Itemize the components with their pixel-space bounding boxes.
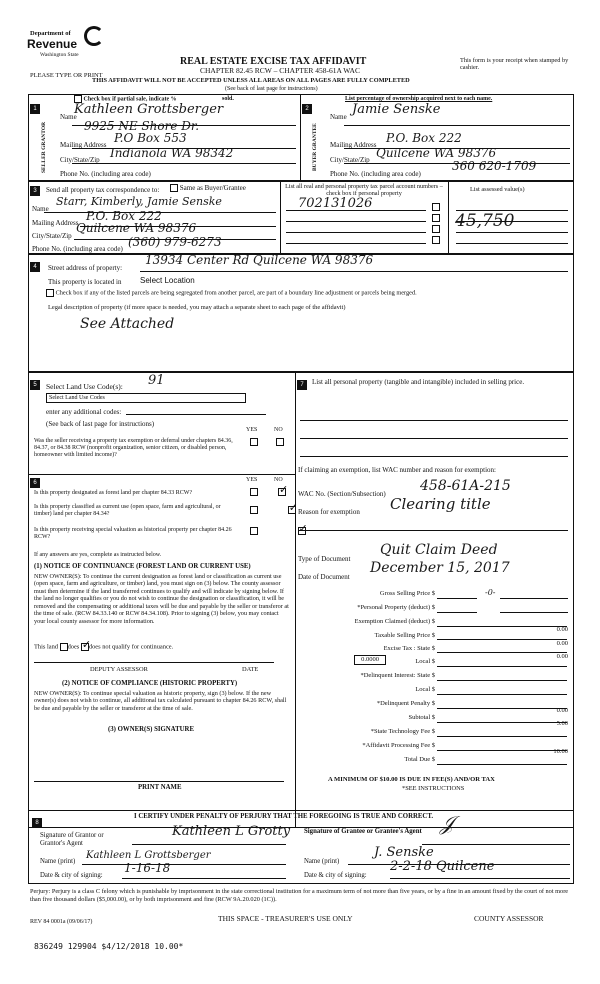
minimum-note: A MINIMUM OF $10.00 IS DUE IN FEE(S) AND/OR TAX	[328, 776, 495, 783]
treasurer-use: THIS SPACE - TREASURER'S USE ONLY	[218, 914, 353, 923]
seller-mailing: P.O Box 553	[114, 131, 187, 145]
buyer-city: Quilcene WA 98376	[376, 146, 497, 160]
local-label: Local $	[415, 658, 435, 665]
seller-phone-label: Phone No. (including area code)	[60, 170, 151, 178]
section-1-badge: 1	[30, 104, 40, 114]
exemption-question: Was the seller receiving a property tax exemption or deferral under chapters 84.36, 84.37, or 84.38 RCW (nonprofit organization, senior citizen, or disabled person, homeowner with limited income)?	[34, 438, 233, 458]
forest-q3-yes[interactable]	[250, 527, 258, 535]
seller-city: Indianola WA 98342	[110, 146, 234, 160]
grantor-date-label: Date & city of signing:	[40, 872, 103, 879]
grantor-name: Kathleen L Grottsberger	[86, 850, 211, 861]
excise-label: Excise Tax : State $	[383, 645, 435, 652]
reason-value: Clearing title	[390, 495, 491, 513]
sold-label: sold.	[222, 96, 234, 102]
land-use-label: Select Land Use Code(s):	[46, 382, 123, 391]
notice1-title: (1) NOTICE OF CONTINUANCE (FOREST LAND OR CURRENT USE)	[34, 563, 251, 570]
no-header-2: NO	[274, 477, 283, 483]
forest-q3-no[interactable]	[298, 527, 306, 535]
buyer-name: Jamie Senske	[352, 102, 441, 117]
buyer-name-label: Name	[330, 113, 347, 121]
notice2-body: NEW OWNER(S): To continue special valuation as historic property, sign (3) below. If the new owner(s) does not wish to continue, all additional tax calculated pursuant to chapter 84.26 RCW, shall be due and payable by the seller or transferor at the time of sale.	[34, 690, 287, 712]
chapter-text: CHAPTER 82.45 RCW – CHAPTER 458-61A WAC	[200, 66, 360, 75]
gross-value: -0-	[485, 588, 496, 597]
qualify-label: qualify for continuance.	[112, 643, 174, 651]
grantee-name: J. Senske	[374, 845, 434, 860]
legal-label: Legal description of property (if more space is needed, you may attach a separate sheet to each page of the affidavit)	[48, 304, 346, 311]
dept-of: Department of	[30, 30, 71, 37]
dept-revenue: Revenue	[27, 37, 78, 51]
legal-description: See Attached	[80, 316, 175, 332]
same-as-buyer-label: Same as Buyer/Grantee	[179, 184, 246, 192]
rev-number: REV 84 0001a (09/06/17)	[30, 919, 93, 925]
buyer-mailing: P.O. Box 222	[386, 131, 462, 145]
seller-name-label: Name	[60, 113, 77, 121]
land-use-dropdown-text: Select Land Use Codes	[49, 395, 105, 401]
personal-prop-checkbox-1[interactable]	[432, 203, 440, 211]
dor-logo-icon	[84, 26, 104, 46]
exemption-claimed-label: Exemption Claimed (deduct) $	[354, 618, 435, 625]
perjury-text: Perjury: Perjury is a class C felony which is punishable by imprisonment in the state correctional institution for a maximum term of not more than five years, or by a fine in an amount fixed by the court of not more than five thousand dollars ($5,000.00), or by both imprisonment and fine (RCW 9A.20.020 (1C)).	[30, 888, 569, 903]
subtotal-label: Subtotal $	[408, 714, 435, 721]
yes-header-1: YES	[246, 427, 258, 433]
section-7-badge: 7	[297, 380, 307, 390]
delinquent-penalty-label: *Delinquent Penalty $	[376, 700, 435, 707]
owner-signature-label: (3) OWNER(S) SIGNATURE	[108, 726, 194, 733]
corr-name: Starr, Kimberly, Jamie Senske	[56, 195, 222, 208]
forest-q2: Is this property classified as current use (open space, farm and agricultural, or timber) land per chapter 84.34?	[34, 504, 221, 517]
doc-type: Quit Claim Deed	[380, 542, 498, 558]
affidavit-fee-label: *Affidavit Processing Fee $	[362, 742, 435, 749]
same-as-buyer-checkbox[interactable]	[170, 184, 178, 192]
exemption-yes-checkbox[interactable]	[250, 438, 258, 446]
local-value: 0.00	[556, 653, 568, 660]
buyer-mailing-label: Mailing Address	[330, 141, 377, 149]
land-use-dropdown[interactable]	[46, 393, 246, 403]
street-address: 13934 Center Rd Quilcene WA 98376	[145, 253, 374, 267]
please-type: PLEASE TYPE OR PRINT	[30, 72, 103, 79]
wac-number: 458-61A-215	[420, 478, 511, 494]
form-title: REAL ESTATE EXCISE TAX AFFIDAVIT	[180, 56, 367, 67]
dept-state: Washington State	[40, 52, 79, 58]
grantee-date: 2-2-18 Quilcene	[390, 859, 495, 874]
delinquent-interest-label: *Delinquent Interest: State $	[360, 672, 435, 679]
section-4-badge: 4	[30, 262, 40, 272]
personal-prop-checkbox-4[interactable]	[432, 236, 440, 244]
segregated-checkbox[interactable]	[46, 289, 54, 297]
located-label: This property is located in	[48, 278, 122, 286]
reason-label: Reason for exemption	[298, 508, 360, 516]
section-5-badge: 5	[30, 380, 40, 390]
yes-header-2: YES	[246, 477, 258, 483]
correspondence-label: Send all property tax correspondence to:	[46, 186, 160, 194]
certify-text: I CERTIFY UNDER PENALTY OF PERJURY THAT THE FOREGOING IS TRUE AND CORRECT.	[134, 813, 434, 820]
buyer-phone-label: Phone No. (including area code)	[330, 170, 421, 178]
seller-side-label: SELLER GRANTOR	[41, 121, 47, 174]
grantee-date-label: Date & city of signing:	[304, 872, 367, 879]
warning-text: THIS AFFIDAVIT WILL NOT BE ACCEPTED UNLESS ALL AREAS ON ALL PAGES ARE FULLY COMPLETED	[92, 77, 410, 84]
grantor-name-label: Name (print)	[40, 858, 76, 865]
see-back-header: (See back of last page for instructions)	[225, 86, 318, 92]
see-instructions: *SEE INSTRUCTIONS	[402, 785, 465, 792]
personal-prop-checkbox-3[interactable]	[432, 225, 440, 233]
exemption-no-checkbox[interactable]	[276, 438, 284, 446]
assessed-header: List assessed value(s)	[470, 186, 525, 193]
grantor-sig-label: Signature of Grantor or Grantor's Agent	[40, 832, 104, 847]
deputy-assessor-label: DEPUTY ASSESSOR	[90, 666, 148, 673]
no-header-1: NO	[274, 427, 283, 433]
forest-note: If any answers are yes, complete as instructed below.	[34, 552, 162, 558]
doc-date: December 15, 2017	[370, 560, 510, 576]
grantee-signature-mark: 𝒥	[440, 811, 454, 835]
segregated-label: Check box if any of the listed parcels are being segregated from another parcel, are part of a boundary line adjustment or parcels being merged.	[55, 289, 417, 297]
wac-label: WAC No. (Section/Subsection)	[298, 490, 386, 498]
grantor-date: 1-16-18	[124, 861, 171, 875]
forest-q1-yes[interactable]	[250, 488, 258, 496]
tech-fee-value: 5.00	[556, 720, 568, 727]
corr-name-label: Name	[32, 205, 49, 213]
taxable-label: Taxable Selling Price $	[374, 632, 435, 639]
section-8-badge: 8	[32, 818, 42, 828]
grantee-name-label: Name (print)	[304, 858, 340, 865]
does-label: does	[67, 643, 80, 651]
forest-q2-yes[interactable]	[250, 506, 258, 514]
section-3-badge: 3	[30, 186, 40, 196]
exemption-label: If claiming an exemption, list WAC number and reason for exemption:	[298, 466, 496, 474]
land-use-see-back: (See back of last page for instructions)	[46, 420, 155, 428]
gross-label: Gross Selling Price $	[379, 590, 435, 597]
additional-codes-label: enter any additional codes:	[46, 408, 122, 416]
divider-mid	[300, 94, 301, 181]
print-name-label: PRINT NAME	[138, 784, 182, 791]
ownership-label: List percentage of ownership acquired next to each name.	[345, 96, 493, 102]
parcel-number: 702131026	[298, 196, 373, 211]
assessed-value: 45,750	[455, 211, 515, 231]
corr-city: Quilcene WA 98376	[76, 221, 197, 235]
forest-q1-no[interactable]	[278, 488, 286, 496]
receipt-note: This form is your receipt when stamped by cashier.	[460, 57, 569, 72]
local-rate: 0.0000	[361, 656, 379, 663]
taxable-value: 0.00	[556, 626, 568, 633]
does-not-label: does not	[88, 643, 111, 651]
street-label: Street address of property:	[48, 264, 123, 272]
doc-date-label: Date of Document	[298, 573, 350, 581]
grantor-signature: Kathleen L Grotty	[172, 824, 291, 839]
grantee-sig-label: Signature of Grantee or Grantee's Agent	[304, 828, 422, 835]
seller-name: Kathleen Grottsberger	[74, 102, 224, 117]
forest-q2-no[interactable]	[288, 506, 296, 514]
corr-phone-label: Phone No. (including area code)	[32, 245, 123, 253]
section-6-badge: 6	[30, 478, 40, 488]
buyer-city-label: City/State/Zip	[330, 156, 370, 164]
land-use-code: 91	[148, 373, 165, 388]
partial-sale-label: Check box if partial sale, indicate %	[83, 96, 177, 103]
tech-fee-label: *State Technology Fee $	[370, 728, 435, 735]
seller-mailing-label: Mailing Address	[60, 141, 107, 149]
seller-city-label: City/State/Zip	[60, 156, 100, 164]
forest-q1: Is this property designated as forest land per chapter 84.33 RCW?	[34, 490, 193, 496]
corr-phone: (360) 979-6273	[128, 235, 222, 249]
local-rate-box[interactable]	[354, 655, 386, 665]
personal-deduct-label: *Personal Property (deduct) $	[357, 604, 435, 611]
located-select[interactable]: Select Location	[140, 276, 195, 285]
personal-property-label: List all personal property (tangible and intangible) included in selling price.	[312, 378, 525, 386]
corr-mailing-label: Mailing Address	[32, 219, 79, 227]
excise-value: 0.00	[556, 640, 568, 647]
subtotal-value: 0.00	[556, 707, 568, 714]
corr-mailing: P.O. Box 222	[86, 209, 162, 223]
total-due-value: 10.00	[553, 748, 568, 755]
does-checkbox[interactable]	[60, 643, 68, 651]
buyer-phone: 360 620-1709	[452, 159, 537, 173]
personal-prop-checkbox-2[interactable]	[432, 214, 440, 222]
forest-q3: Is this property receiving special valuation as historical property per chapter 84.26 RCW?	[34, 527, 232, 540]
buyer-side-label: BUYER GRANTEE	[312, 123, 318, 172]
notice1-body: NEW OWNER(S): To continue the current designation as forest land or classification as current use (open space, farm and agriculture, or timber) land, you must sign on (3) below. The county assessor must then determine if the land transferred continues to qualify and will indicate by signing below. If the land no longer qualifies or you do not wish to continue the designation or classification, it will be removed and the compensating or additional taxes will be due and payable by the seller or transferor at the time of sale. (RCW 84.33.140 or RCW 84.34.108). Prior to signing (3) below, you may contact your local county assessor for more information.	[34, 573, 289, 625]
county-assessor: COUNTY ASSESSOR	[474, 914, 544, 923]
date-label: DATE	[242, 666, 259, 673]
receipt-stamp: 836249 129904 $4/12/2018 10.00*	[34, 942, 184, 951]
total-due-label: Total Due $	[404, 756, 435, 763]
does-not-checkbox[interactable]	[81, 643, 89, 651]
corr-city-label: City/State/Zip	[32, 232, 72, 240]
notice2-title: (2) NOTICE OF COMPLIANCE (HISTORIC PROPERTY)	[62, 680, 238, 687]
delinquent-local-label: Local $	[415, 686, 435, 693]
section-2-badge: 2	[302, 104, 312, 114]
doc-type-label: Type of Document	[298, 555, 351, 563]
seller-address-line: 9925 NE Shore Dr.	[84, 119, 200, 133]
this-land-label: This land	[34, 643, 58, 651]
parcels-header: List all real and personal property tax parcel account numbers – check box if personal property	[285, 183, 443, 198]
